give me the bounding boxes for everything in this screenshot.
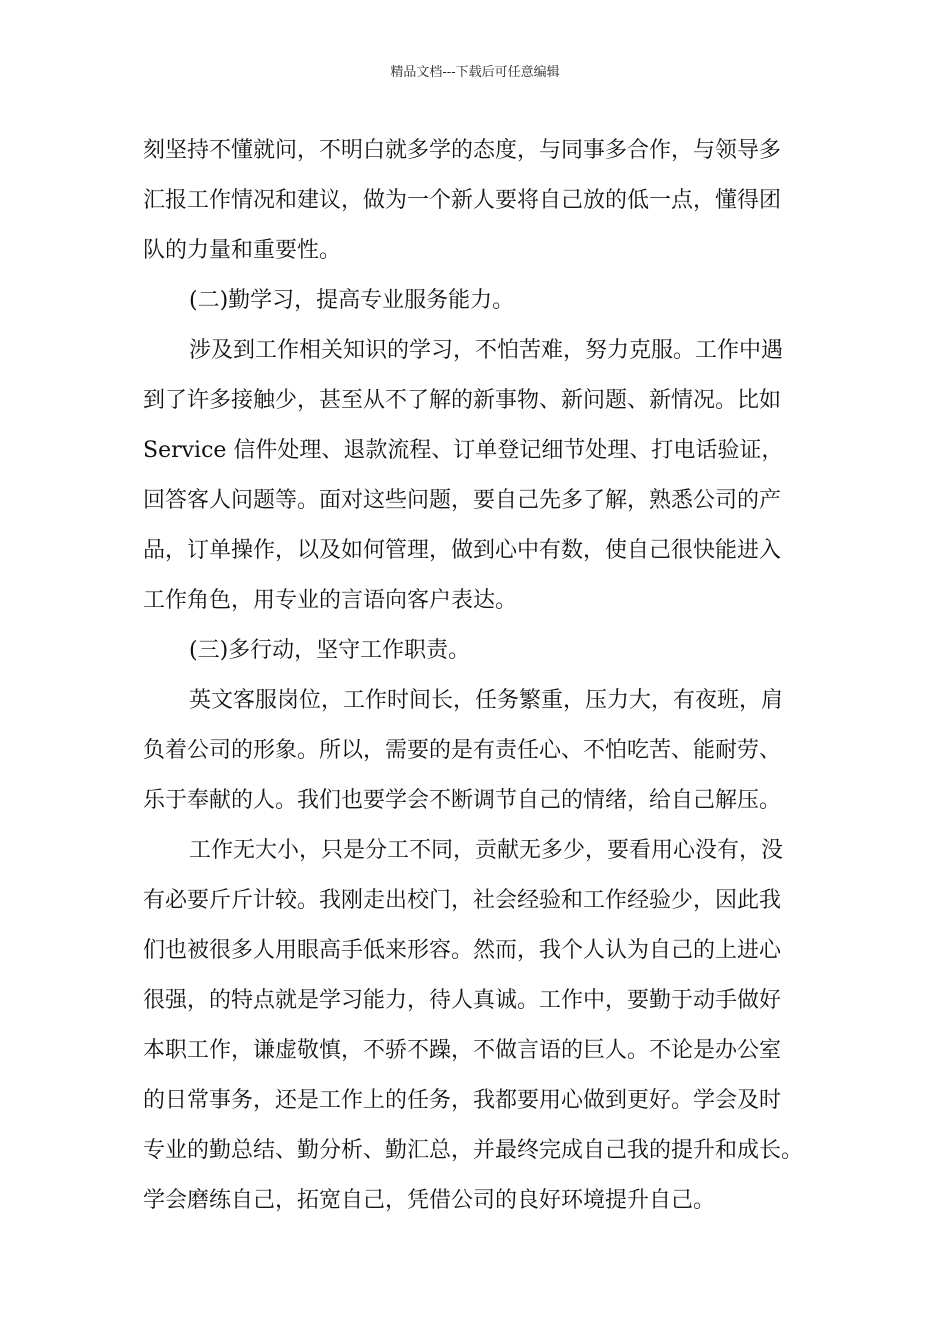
text-line: 学会磨练自己，拓宽自己，凭借公司的良好环境提升自己。 <box>143 1188 716 1213</box>
text-line: 汇报工作情况和建议，做为一个新人要将自己放的低一点，懂得团 <box>143 188 782 213</box>
text-line: 到了许多接触少，甚至从不了解的新事物、新问题、新情况。比如 <box>143 388 782 413</box>
text-line: 们也被很多人用眼高手低来形容。然而，我个人认为自己的上进心 <box>143 938 782 963</box>
text-line: Service 信件处理、退款流程、订单登记细节处理、打电话验证， <box>143 438 784 463</box>
text-line: 本职工作，谦虚敬慎，不骄不躁，不做言语的巨人。不论是办公室 <box>143 1038 782 1063</box>
text-line: 有必要斤斤计较。我刚走出校门，社会经验和工作经验少，因此我 <box>143 888 782 913</box>
text-line: 很强，的特点就是学习能力，待人真诚。工作中，要勤于动手做好 <box>143 988 782 1013</box>
text-line: 涉及到工作相关知识的学习，不怕苦难，努力克服。工作中遇 <box>189 338 784 363</box>
text-line: 刻坚持不懂就问，不明白就多学的态度，与同事多合作，与领导多 <box>143 138 782 163</box>
text-line: (二)勤学习，提高专业服务能力。 <box>189 288 515 313</box>
text-line: 回答客人问题等。面对这些问题，要自己先多了解，熟悉公司的产 <box>143 488 782 513</box>
text-line: 品，订单操作，以及如何管理，做到心中有数，使自己很快能进入 <box>143 538 782 563</box>
text-line: (三)多行动，坚守工作职责。 <box>189 638 471 663</box>
text-line: 工作无大小，只是分工不同，贡献无多少，要看用心没有，没 <box>189 838 784 863</box>
page-header: 精品文档---下载后可任意编辑 <box>390 65 560 80</box>
body-text <box>143 126 823 1226</box>
text-line: 队的力量和重要性。 <box>143 238 342 263</box>
text-line: 专业的勤总结、勤分析、勤汇总，并最终完成自己我的提升和成长。 <box>143 1138 804 1163</box>
text-line: 乐于奉献的人。我们也要学会不断调节自己的情绪，给自己解压。 <box>143 788 782 813</box>
text-line: 负着公司的形象。所以，需要的是有责任心、不怕吃苦、能耐劳、 <box>143 738 782 763</box>
text-line: 的日常事务，还是工作上的任务，我都要用心做到更好。学会及时 <box>143 1088 782 1113</box>
text-line: 英文客服岗位，工作时间长，任务繁重，压力大，有夜班，肩 <box>189 688 784 713</box>
text-line: 工作角色，用专业的言语向客户表达。 <box>143 588 518 613</box>
